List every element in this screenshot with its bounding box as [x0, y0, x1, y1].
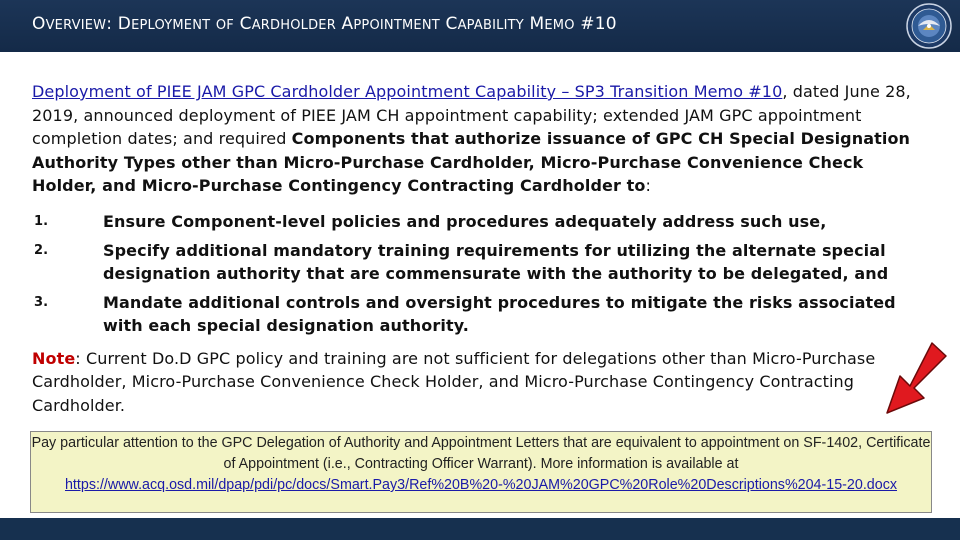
- intro-bold-text: Components that authorize issuance of GPC CH Special Designation Authority Types other than Micro-Purchase Cardholder, Micro-Purchase Convenience Check Holder, and Micro-Purchase Contingency Contracting Cardholder to: [32, 129, 911, 195]
- callout-text: Pay particular attention to the GPC Delegation of Authority and Appointment Letters that are equivalent to appointment on SF-1402, Certificate of Appointment (i.e., Contracting Officer Warrant). More information is available at: [31, 435, 931, 472]
- list-number: 1.: [34, 213, 49, 229]
- red-arrow-icon: [880, 340, 950, 420]
- title-smallcaps: ARDHOLDER: [251, 18, 336, 33]
- title-capital: A: [341, 14, 354, 34]
- title-smallcaps: EMO: [544, 18, 575, 33]
- title-text: #10: [574, 14, 617, 34]
- title-capital: C: [445, 14, 458, 34]
- list-number: 3.: [34, 294, 49, 310]
- list-item: [32, 291, 912, 337]
- title-capital: O: [32, 14, 46, 34]
- title-smallcaps: APABILITY: [457, 18, 524, 33]
- title-capital: D: [117, 14, 132, 34]
- list-item: [32, 210, 912, 233]
- title-smallcaps: VERVIEW: [45, 18, 107, 33]
- dod-seal-icon: [904, 2, 954, 50]
- list-item-text: Mandate additional controls and oversight procedures to mitigate the risks associated with each special designation authority.: [103, 292, 896, 335]
- list-item-text: Specify additional mandatory training requirements for utilizing the alternate special designation authority that are commensurate with the authority to be delegated, and: [103, 240, 889, 283]
- intro-end: :: [645, 176, 651, 195]
- slide-header: [0, 0, 960, 52]
- title-smallcaps: EPLOYMENT: [131, 18, 211, 33]
- list-item: [32, 239, 912, 285]
- slide-footer: [0, 518, 960, 540]
- callout-box: [30, 431, 932, 513]
- slide-content: [32, 80, 912, 417]
- title-smallcaps: PPOINTMENT: [353, 18, 440, 33]
- title-text: :: [106, 14, 118, 34]
- slide-title: [32, 14, 617, 34]
- title-capital: C: [239, 14, 252, 34]
- list-item-text: Ensure Component-level policies and procedures adequately address such use,: [103, 211, 827, 231]
- intro-paragraph: [32, 80, 912, 198]
- title-capital: M: [529, 14, 545, 34]
- requirements-list: [32, 210, 912, 337]
- note-label: Note: [32, 348, 76, 368]
- list-number: 2.: [34, 242, 49, 258]
- intro-text: , dated June 28, 2019, announced deployment of PIEE JAM CH appointment capability; extended JAM GPC appointment completion dates; and required: [32, 82, 911, 148]
- reference-link[interactable]: https://www.acq.osd.mil/dpap/pdi/pc/docs/Smart.Pay3/Ref%20B%20-%20JAM%20GPC%20Role%20Descriptions%204-15-20.docx: [64, 477, 898, 493]
- note-paragraph: [32, 347, 912, 418]
- memo-link[interactable]: Deployment of PIEE JAM GPC Cardholder Appointment Capability – SP3 Transition Memo #10: [32, 82, 783, 101]
- note-text: : Current Do.D GPC policy and training are not sufficient for delegations other than Micro-Purchase Cardholder, Micro-Purchase Convenience Check Holder, and Micro-Purchase Contingency Contracting Cardholder.: [32, 348, 876, 415]
- title-smallcaps: OF: [215, 18, 234, 33]
